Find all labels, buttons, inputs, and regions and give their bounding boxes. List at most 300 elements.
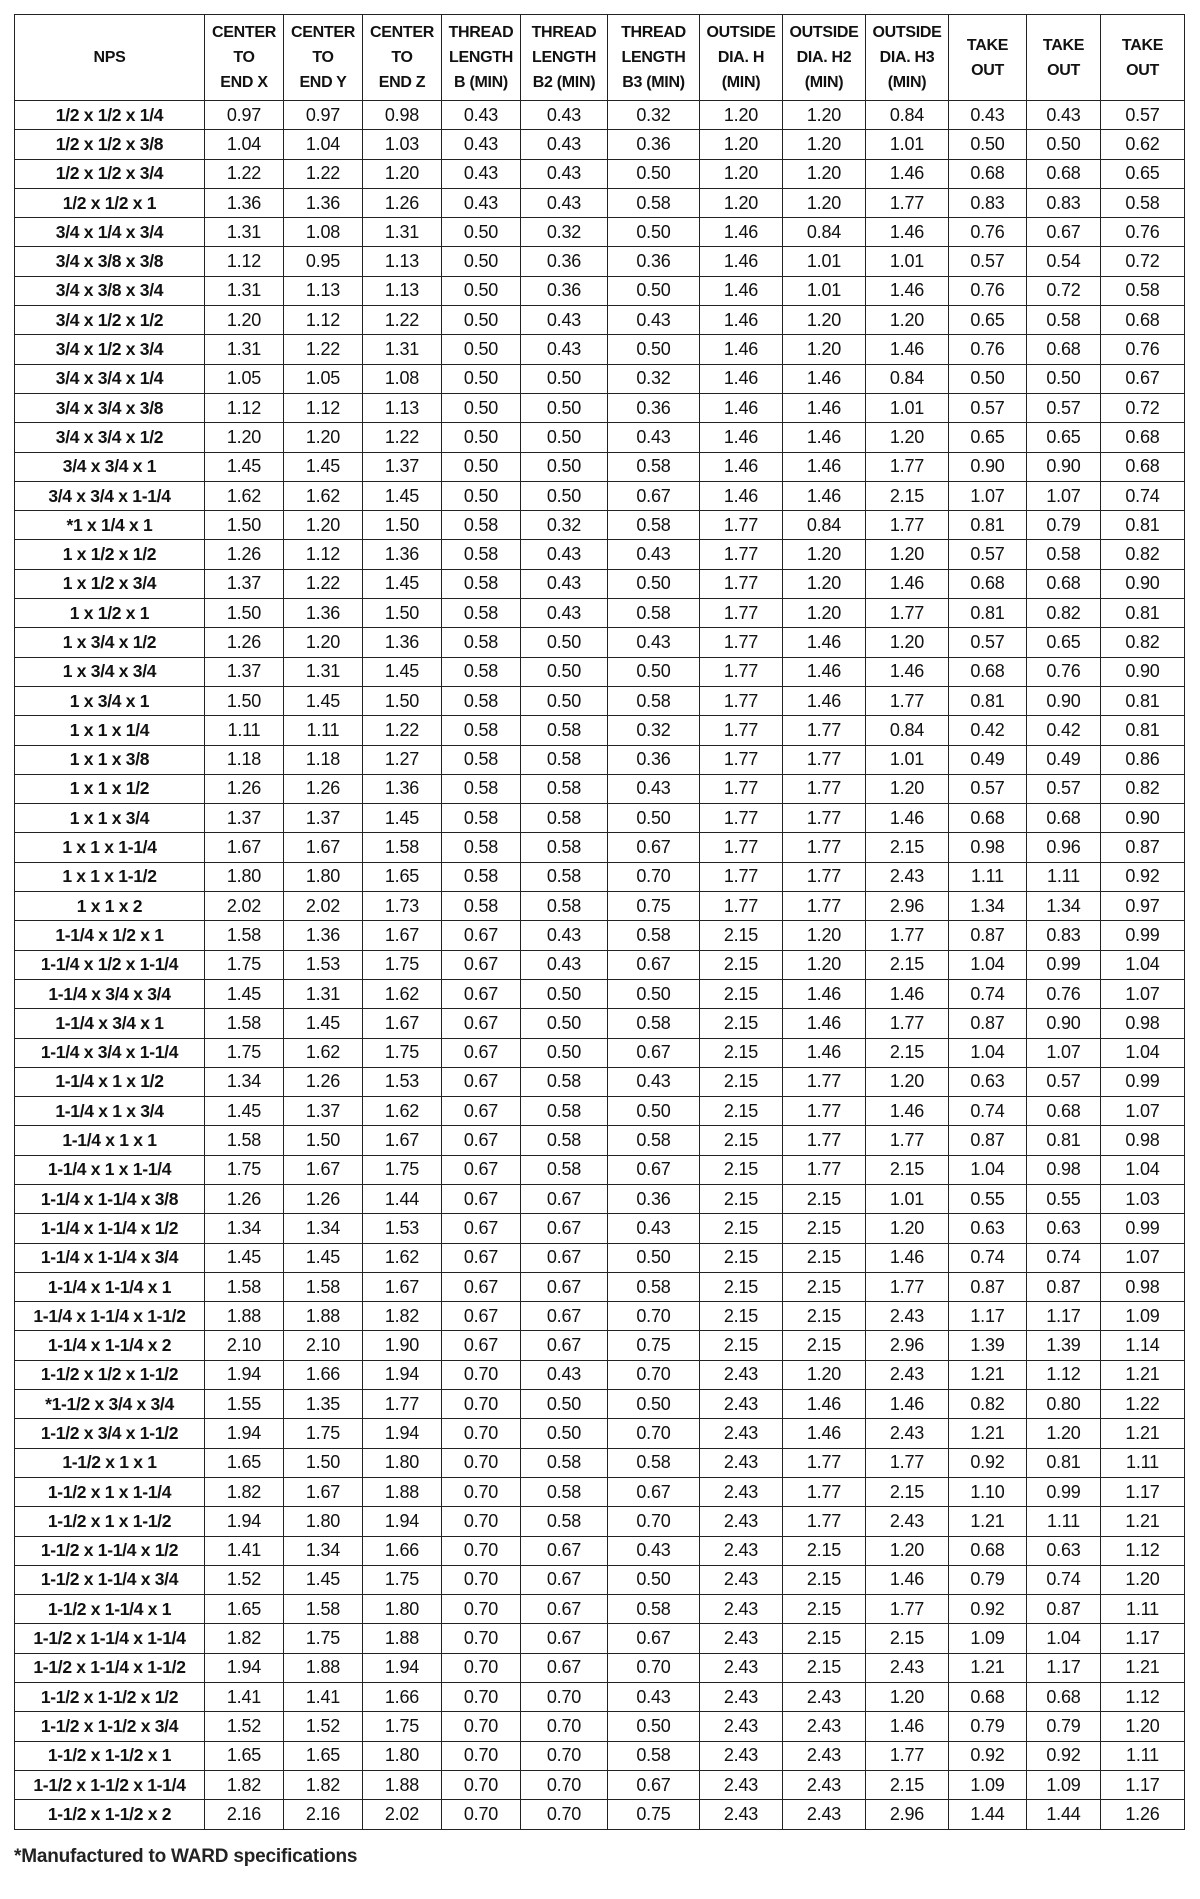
dimension-cell: 1.20 <box>866 1683 949 1712</box>
dimension-cell: 1.62 <box>284 481 363 510</box>
dimension-cell: 0.58 <box>521 716 608 745</box>
dimension-cell: 2.02 <box>205 892 284 921</box>
dimension-cell: 1.88 <box>363 1624 442 1653</box>
dimension-cell: 0.74 <box>949 1097 1027 1126</box>
column-header-line: END X <box>220 74 268 91</box>
dimension-cell: 0.90 <box>1027 452 1101 481</box>
dimension-cell: 2.15 <box>866 1038 949 1067</box>
dimension-cell: 0.68 <box>949 1536 1027 1565</box>
nps-size-cell: 1-1/4 x 1-1/4 x 1-1/2 <box>15 1302 205 1331</box>
dimension-cell: 1.46 <box>783 423 866 452</box>
dimension-cell: 0.58 <box>442 628 521 657</box>
dimension-cell: 2.02 <box>363 1800 442 1829</box>
dimension-cell: 1.26 <box>205 628 284 657</box>
dimension-cell: 0.83 <box>949 188 1027 217</box>
footnote: *Manufactured to WARD specifications <box>14 1846 358 1867</box>
dimension-cell: 1.45 <box>205 1243 284 1272</box>
dimension-cell: 1.77 <box>783 892 866 921</box>
column-header-line: TO <box>391 49 413 66</box>
dimension-cell: 0.50 <box>442 218 521 247</box>
table-body <box>15 101 1185 1830</box>
column-header <box>700 15 783 101</box>
dimension-cell: 1.80 <box>205 862 284 891</box>
dimension-cell: 1.21 <box>1101 1507 1185 1536</box>
table-row <box>15 599 1185 628</box>
dimension-cell: 1.46 <box>700 393 783 422</box>
dimension-cell: 1.31 <box>284 979 363 1008</box>
dimension-cell: 1.67 <box>363 1009 442 1038</box>
dimension-cell: 1.58 <box>284 1272 363 1301</box>
dimension-cell: 1.46 <box>700 481 783 510</box>
dimension-cell: 2.43 <box>700 1419 783 1448</box>
table-row <box>15 921 1185 950</box>
dimension-cell: 1.41 <box>205 1536 284 1565</box>
dimension-cell: 0.67 <box>442 1155 521 1184</box>
dimension-cell: 0.72 <box>1027 276 1101 305</box>
dimension-cell: 0.49 <box>949 745 1027 774</box>
dimension-cell: 0.68 <box>1101 306 1185 335</box>
dimension-cell: 1.77 <box>783 1155 866 1184</box>
dimension-cell: 1.46 <box>700 306 783 335</box>
dimension-cell: 0.67 <box>442 921 521 950</box>
column-header-line: (MIN) <box>721 74 761 91</box>
dimension-cell: 0.87 <box>949 1126 1027 1155</box>
dimension-cell: 0.58 <box>442 862 521 891</box>
dimension-cell: 0.70 <box>442 1741 521 1770</box>
dimension-cell: 1.20 <box>1027 1419 1101 1448</box>
table-row <box>15 1653 1185 1682</box>
table-row <box>15 1155 1185 1184</box>
dimension-cell: 1.67 <box>284 833 363 862</box>
dimension-cell: 0.96 <box>1027 833 1101 862</box>
dimension-cell: 1.11 <box>205 716 284 745</box>
dimension-cell: 0.50 <box>442 393 521 422</box>
dimension-cell: 1.77 <box>700 745 783 774</box>
dimension-cell: 0.90 <box>1101 804 1185 833</box>
dimension-cell: 1.20 <box>866 1536 949 1565</box>
dimension-cell: 1.31 <box>205 218 284 247</box>
dimension-cell: 0.43 <box>521 335 608 364</box>
dimension-cell: 1.36 <box>363 774 442 803</box>
nps-size-cell: 1-1/2 x 1-1/2 x 1/2 <box>15 1683 205 1712</box>
dimension-cell: 1.53 <box>284 950 363 979</box>
dimension-cell: 1.22 <box>284 159 363 188</box>
dimension-cell: 1.26 <box>205 1184 284 1213</box>
dimension-cell: 0.58 <box>521 1067 608 1096</box>
dimension-cell: 1.04 <box>1101 1155 1185 1184</box>
table-row <box>15 101 1185 130</box>
dimension-cell: 0.50 <box>442 452 521 481</box>
dimension-cell: 1.20 <box>700 159 783 188</box>
dimension-cell: 0.84 <box>866 716 949 745</box>
dimension-cell: 0.92 <box>949 1741 1027 1770</box>
dimension-cell: 1.66 <box>363 1536 442 1565</box>
dimension-cell: 0.63 <box>949 1214 1027 1243</box>
dimension-cell: 0.83 <box>1027 188 1101 217</box>
dimension-cell: 0.58 <box>442 745 521 774</box>
dimension-cell: 1.05 <box>205 364 284 393</box>
dimension-cell: 1.20 <box>866 628 949 657</box>
dimension-cell: 1.52 <box>205 1712 284 1741</box>
dimension-cell: 0.87 <box>949 1009 1027 1038</box>
dimension-cell: 1.39 <box>1027 1331 1101 1360</box>
dimension-cell: 1.58 <box>363 833 442 862</box>
dimension-cell: 0.50 <box>608 276 700 305</box>
dimension-cell: 1.17 <box>949 1302 1027 1331</box>
nps-size-cell: 1/2 x 1/2 x 3/8 <box>15 130 205 159</box>
dimension-cell: 1.80 <box>284 1507 363 1536</box>
nps-size-cell: 1 x 1/2 x 1 <box>15 599 205 628</box>
dimension-cell: 1.75 <box>284 1419 363 1448</box>
table-row <box>15 892 1185 921</box>
dimension-cell: 1.21 <box>949 1653 1027 1682</box>
dimension-cell: 1.01 <box>783 276 866 305</box>
table-row <box>15 511 1185 540</box>
dimension-cell: 1.46 <box>866 569 949 598</box>
dimension-cell: 0.32 <box>521 511 608 540</box>
dimension-cell: 0.50 <box>521 1419 608 1448</box>
dimension-cell: 0.50 <box>521 1009 608 1038</box>
dimension-cell: 0.67 <box>608 1155 700 1184</box>
dimension-cell: 1.45 <box>284 1243 363 1272</box>
dimension-cell: 0.50 <box>1027 130 1101 159</box>
table-row <box>15 774 1185 803</box>
dimension-cell: 0.43 <box>608 1683 700 1712</box>
dimension-cell: 0.58 <box>1101 276 1185 305</box>
dimension-cell: 0.36 <box>521 247 608 276</box>
dimension-cell: 2.15 <box>700 1272 783 1301</box>
dimension-cell: 1.20 <box>783 159 866 188</box>
table-row <box>15 481 1185 510</box>
table-row <box>15 804 1185 833</box>
dimension-cell: 0.50 <box>608 159 700 188</box>
dimension-cell: 1.77 <box>783 1448 866 1477</box>
dimension-cell: 1.11 <box>1027 862 1101 891</box>
dimension-cell: 0.58 <box>521 1448 608 1477</box>
dimension-cell: 0.43 <box>442 188 521 217</box>
dimension-cell: 0.58 <box>1027 306 1101 335</box>
dimension-cell: 0.68 <box>1027 335 1101 364</box>
column-header-line: OUTSIDE <box>706 24 776 41</box>
dimension-cell: 1.31 <box>363 218 442 247</box>
dimension-cell: 1.39 <box>949 1331 1027 1360</box>
dimension-cell: 0.58 <box>608 511 700 540</box>
dimension-cell: 0.67 <box>442 1184 521 1213</box>
dimension-cell: 0.67 <box>608 833 700 862</box>
dimension-cell: 0.58 <box>442 686 521 715</box>
dimension-cell: 2.15 <box>783 1243 866 1272</box>
dimension-cell: 0.58 <box>442 657 521 686</box>
dimension-cell: 2.02 <box>284 892 363 921</box>
dimension-cell: 0.79 <box>949 1712 1027 1741</box>
dimension-cell: 0.50 <box>608 979 700 1008</box>
dimension-cell: 0.65 <box>949 306 1027 335</box>
dimension-cell: 1.11 <box>1027 1507 1101 1536</box>
dimension-cell: 1.26 <box>205 774 284 803</box>
dimension-cell: 0.70 <box>442 1477 521 1506</box>
dimension-cell: 2.15 <box>700 1331 783 1360</box>
dimension-cell: 1.77 <box>783 1507 866 1536</box>
dimension-cell: 2.43 <box>866 1419 949 1448</box>
dimension-cell: 1.50 <box>205 511 284 540</box>
dimension-cell: 1.77 <box>700 862 783 891</box>
dimension-cell: 1.77 <box>700 628 783 657</box>
dimension-cell: 0.70 <box>442 1565 521 1594</box>
dimension-cell: 0.70 <box>521 1741 608 1770</box>
dimension-cell: 2.43 <box>783 1712 866 1741</box>
dimension-cell: 0.90 <box>1101 569 1185 598</box>
column-header-line: OUTSIDE <box>872 24 942 41</box>
dimension-cell: 0.50 <box>442 423 521 452</box>
dimension-cell: 1.14 <box>1101 1331 1185 1360</box>
dimension-cell: 1.77 <box>700 804 783 833</box>
column-header-line: NPS <box>93 49 126 66</box>
dimension-cell: 2.15 <box>866 1770 949 1799</box>
dimension-cell: 0.50 <box>608 1097 700 1126</box>
nps-size-cell: 1-1/2 x 3/4 x 1-1/2 <box>15 1419 205 1448</box>
table-row <box>15 716 1185 745</box>
dimension-cell: 0.43 <box>521 188 608 217</box>
dimension-cell: 0.67 <box>1027 218 1101 247</box>
dimension-cell: 0.67 <box>442 979 521 1008</box>
dimension-cell: 1.65 <box>284 1741 363 1770</box>
dimension-cell: 0.50 <box>442 481 521 510</box>
table-row <box>15 1448 1185 1477</box>
nps-size-cell: 3/4 x 3/4 x 1-1/4 <box>15 481 205 510</box>
dimension-cell: 1.46 <box>866 1712 949 1741</box>
dimension-cell: 0.67 <box>521 1184 608 1213</box>
dimension-cell: 1.46 <box>783 393 866 422</box>
table-row <box>15 745 1185 774</box>
dimension-cell: 0.92 <box>949 1595 1027 1624</box>
table-row <box>15 1184 1185 1213</box>
table-row <box>15 393 1185 422</box>
dimension-cell: 1.46 <box>783 1009 866 1038</box>
dimension-cell: 0.67 <box>608 1038 700 1067</box>
dimension-cell: 0.81 <box>1101 511 1185 540</box>
dimension-cell: 1.77 <box>700 833 783 862</box>
dimension-cell: 0.57 <box>1027 393 1101 422</box>
dimension-cell: 1.45 <box>284 1565 363 1594</box>
dimension-cell: 0.50 <box>608 335 700 364</box>
dimension-cell: 0.32 <box>521 218 608 247</box>
dimension-cell: 1.20 <box>700 101 783 130</box>
dimension-cell: 0.68 <box>949 159 1027 188</box>
dimension-cell: 1.53 <box>363 1067 442 1096</box>
dimension-cell: 1.65 <box>205 1595 284 1624</box>
table-header-row <box>15 15 1185 101</box>
dimension-cell: 1.77 <box>363 1390 442 1419</box>
dimension-cell: 2.43 <box>866 862 949 891</box>
dimension-cell: 0.63 <box>1027 1536 1101 1565</box>
dimension-cell: 1.77 <box>866 511 949 540</box>
table-row <box>15 218 1185 247</box>
dimension-cell: 1.22 <box>363 423 442 452</box>
table-row <box>15 686 1185 715</box>
dimension-cell: 0.70 <box>521 1683 608 1712</box>
dimension-cell: 2.43 <box>700 1536 783 1565</box>
dimension-cell: 1.45 <box>363 481 442 510</box>
dimension-cell: 0.90 <box>1101 657 1185 686</box>
dimension-cell: 0.50 <box>521 481 608 510</box>
dimension-cell: 1.94 <box>205 1507 284 1536</box>
dimension-cell: 1.46 <box>700 276 783 305</box>
dimension-cell: 1.94 <box>205 1653 284 1682</box>
dimension-cell: 1.04 <box>949 950 1027 979</box>
dimension-cell: 1.80 <box>284 862 363 891</box>
dimension-cell: 1.12 <box>1027 1360 1101 1389</box>
dimension-cell: 1.88 <box>284 1302 363 1331</box>
dimension-cell: 0.70 <box>608 862 700 891</box>
dimension-cell: 1.67 <box>363 921 442 950</box>
dimension-cell: 1.26 <box>284 1067 363 1096</box>
dimension-cell: 2.15 <box>700 1302 783 1331</box>
dimension-cell: 1.45 <box>284 1009 363 1038</box>
dimension-cell: 0.67 <box>442 1243 521 1272</box>
dimension-cell: 2.15 <box>700 1184 783 1213</box>
dimension-cell: 0.43 <box>521 569 608 598</box>
dimension-cell: 1.20 <box>783 188 866 217</box>
dimension-cell: 0.67 <box>608 1770 700 1799</box>
dimension-cell: 0.50 <box>521 364 608 393</box>
table-row <box>15 1770 1185 1799</box>
dimension-cell: 1.01 <box>866 745 949 774</box>
dimension-cell: 1.77 <box>783 774 866 803</box>
dimension-cell: 0.50 <box>521 657 608 686</box>
dimension-cell: 1.04 <box>949 1038 1027 1067</box>
dimension-cell: 0.86 <box>1101 745 1185 774</box>
dimension-cell: 1.21 <box>1101 1360 1185 1389</box>
table-row <box>15 247 1185 276</box>
dimension-cell: 0.70 <box>608 1507 700 1536</box>
dimension-cell: 2.15 <box>783 1331 866 1360</box>
nps-size-cell: 1 x 1 x 1/4 <box>15 716 205 745</box>
table-row <box>15 1038 1185 1067</box>
dimension-cell: 1.03 <box>1101 1184 1185 1213</box>
dimension-cell: 1.77 <box>783 1477 866 1506</box>
dimension-cell: 1.12 <box>205 247 284 276</box>
dimension-cell: 1.21 <box>1101 1419 1185 1448</box>
column-header-line: END Y <box>299 74 347 91</box>
dimension-cell: 1.13 <box>363 276 442 305</box>
nps-size-cell: 1-1/4 x 1 x 1 <box>15 1126 205 1155</box>
column-header <box>783 15 866 101</box>
dimension-cell: 1.58 <box>205 1272 284 1301</box>
dimension-cell: 0.70 <box>521 1712 608 1741</box>
dimension-cell: 1.65 <box>363 862 442 891</box>
dimension-cell: 0.82 <box>1101 540 1185 569</box>
dimension-cell: 0.50 <box>442 247 521 276</box>
dimension-cell: 2.15 <box>866 950 949 979</box>
dimension-cell: 1.20 <box>783 599 866 628</box>
dimension-cell: 0.57 <box>949 393 1027 422</box>
dimension-cell: 1.22 <box>1101 1390 1185 1419</box>
dimension-cell: 1.41 <box>284 1683 363 1712</box>
dimension-cell: 1.46 <box>700 218 783 247</box>
dimension-cell: 1.01 <box>866 393 949 422</box>
dimension-cell: 1.26 <box>205 540 284 569</box>
dimension-cell: 1.12 <box>284 306 363 335</box>
dimension-cell: 1.34 <box>1027 892 1101 921</box>
dimension-cell: 0.70 <box>608 1360 700 1389</box>
dimension-cell: 0.58 <box>521 1507 608 1536</box>
dimension-cell: 0.74 <box>949 1243 1027 1272</box>
column-header-line: THREAD <box>621 24 686 41</box>
dimension-cell: 0.50 <box>442 306 521 335</box>
nps-size-cell: 1-1/4 x 1-1/4 x 1 <box>15 1272 205 1301</box>
dimension-cell: 1.62 <box>205 481 284 510</box>
dimension-cell: 1.58 <box>205 1126 284 1155</box>
dimension-cell: 0.79 <box>949 1565 1027 1594</box>
table-row <box>15 1595 1185 1624</box>
nps-size-cell: *1 x 1/4 x 1 <box>15 511 205 540</box>
dimension-cell: 1.01 <box>866 1184 949 1213</box>
dimension-cell: 1.88 <box>205 1302 284 1331</box>
table-row <box>15 1097 1185 1126</box>
dimension-cell: 0.70 <box>442 1536 521 1565</box>
dimension-cell: 0.98 <box>949 833 1027 862</box>
dimension-cell: 0.58 <box>608 1009 700 1038</box>
dimension-cell: 0.67 <box>442 1272 521 1301</box>
dimension-cell: 2.43 <box>866 1360 949 1389</box>
table-row <box>15 1272 1185 1301</box>
dimension-cell: 1.21 <box>949 1419 1027 1448</box>
dimension-cell: 1.77 <box>866 1741 949 1770</box>
dimension-cell: 1.80 <box>363 1741 442 1770</box>
dimension-cell: 1.62 <box>363 979 442 1008</box>
dimension-cell: 0.97 <box>284 101 363 130</box>
dimension-cell: 0.58 <box>442 599 521 628</box>
dimension-cell: 0.50 <box>949 364 1027 393</box>
dimension-cell: 2.96 <box>866 1800 949 1829</box>
dimension-cell: 0.43 <box>521 540 608 569</box>
dimension-cell: 0.82 <box>1027 599 1101 628</box>
dimension-cell: 0.81 <box>1101 716 1185 745</box>
dimension-cell: 1.77 <box>783 716 866 745</box>
dimension-cell: 0.58 <box>608 1126 700 1155</box>
column-header <box>205 15 284 101</box>
dimension-cell: 0.99 <box>1101 1067 1185 1096</box>
dimension-cell: 1.46 <box>866 979 949 1008</box>
nps-size-cell: 1-1/2 x 1 x 1-1/4 <box>15 1477 205 1506</box>
dimension-cell: 1.44 <box>363 1184 442 1213</box>
dimension-cell: 0.67 <box>521 1331 608 1360</box>
dimension-cell: 0.58 <box>442 804 521 833</box>
dimension-cell: 1.46 <box>866 1097 949 1126</box>
dimension-cell: 0.43 <box>521 599 608 628</box>
table-row <box>15 833 1185 862</box>
nps-size-cell: 1-1/4 x 1-1/4 x 3/4 <box>15 1243 205 1272</box>
nps-size-cell: 1 x 3/4 x 3/4 <box>15 657 205 686</box>
dimension-cell: 1.20 <box>1101 1565 1185 1594</box>
dimension-cell: 1.07 <box>949 481 1027 510</box>
dimension-cell: 0.98 <box>1101 1009 1185 1038</box>
dimension-cell: 1.66 <box>284 1360 363 1389</box>
dimension-cell: 2.15 <box>700 1214 783 1243</box>
nps-size-cell: 1 x 1 x 3/4 <box>15 804 205 833</box>
dimension-cell: 0.98 <box>1101 1126 1185 1155</box>
dimension-cell: 0.65 <box>1101 159 1185 188</box>
dimension-cell: 1.46 <box>783 1038 866 1067</box>
dimension-cell: 0.58 <box>1101 188 1185 217</box>
dimension-cell: 1.22 <box>205 159 284 188</box>
dimension-cell: 1.94 <box>205 1419 284 1448</box>
dimension-cell: 0.49 <box>1027 745 1101 774</box>
dimension-cell: 0.84 <box>783 511 866 540</box>
dimension-cell: 1.22 <box>363 306 442 335</box>
dimension-cell: 1.07 <box>1101 1097 1185 1126</box>
dimension-cell: 0.68 <box>1027 1097 1101 1126</box>
